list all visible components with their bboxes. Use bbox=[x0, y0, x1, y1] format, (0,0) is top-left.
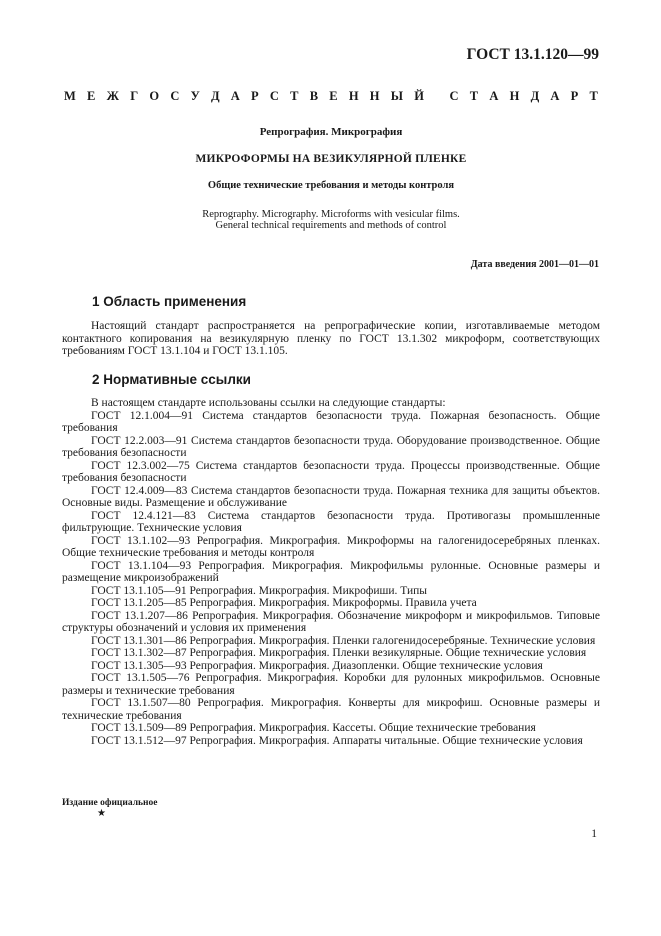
reference-item: ГОСТ 13.1.205—85 Репрография. Микрография. Микроформы. Правила учета bbox=[91, 597, 477, 609]
standard-type-letter: Т bbox=[290, 89, 299, 103]
standard-type-letter bbox=[435, 89, 438, 104]
star-icon: ★ bbox=[97, 808, 106, 819]
reference-item: ГОСТ 13.1.105—91 Репрография. Микрография. Микрофиши. Типы bbox=[91, 584, 428, 597]
standard-type-letter: Ы bbox=[390, 89, 404, 103]
section-2-heading: 2 Нормативные ссылки bbox=[92, 372, 251, 387]
reference-item: В настоящем стандарте использованы ссылки на следующие стандарты: bbox=[91, 397, 446, 409]
standard-type-letter: О bbox=[149, 89, 160, 103]
standard-type-letter: С bbox=[449, 89, 459, 103]
introduction-date: Дата введения 2001—01—01 bbox=[470, 259, 599, 270]
document-subtitle: Общие технические требования и методы контроля bbox=[207, 180, 455, 191]
standard-type-letter: Н bbox=[369, 89, 380, 103]
standard-type-letter: А bbox=[550, 89, 560, 103]
reference-item: ГОСТ 13.1.104—93 Репрография. Микрография. Микрофильмы рулонные. Основные размеры и размещение микроизображений bbox=[62, 559, 600, 584]
reference-item: ГОСТ 12.2.003—91 Система стандартов безопасности труда. Оборудование производственное. Общие требования безопасности bbox=[62, 434, 600, 459]
reference-item: ГОСТ 13.1.505—76 Репрография. Микрография. Коробки для рулонных микрофильмов. Основные размеры и технические требования bbox=[62, 672, 600, 697]
document-number: ГОСТ 13.1.120—99 bbox=[466, 46, 599, 63]
standard-type-letter: Т bbox=[469, 89, 479, 103]
standard-type-letter: Н bbox=[509, 89, 520, 103]
page-number: 1 bbox=[591, 828, 597, 840]
standard-type-letter: Г bbox=[130, 89, 139, 103]
document-title: МИКРОФОРМЫ НА ВЕЗИКУЛЯРНОЙ ПЛЕНКЕ bbox=[195, 153, 467, 165]
reference-item: ГОСТ 12.4.009—83 Система стандартов безопасности труда. Пожарная техника для защиты объектов. Основные виды. Размещение и обслуживание bbox=[62, 484, 600, 509]
reference-item: ГОСТ 12.3.002—75 Система стандартов безопасности труда. Процессы производственные. Общие требования безопасности bbox=[62, 459, 600, 484]
standard-type-letter: Н bbox=[348, 89, 359, 103]
section-1-heading: 1 Область применения bbox=[92, 294, 247, 309]
standard-type-letter: А bbox=[489, 89, 499, 103]
english-title-line-1: Reprography. Micrography. Microforms with vesicular films. bbox=[202, 209, 460, 220]
standard-type-letter: Д bbox=[210, 89, 220, 103]
normative-references-list bbox=[62, 397, 600, 747]
standard-type-letter: М bbox=[64, 89, 76, 103]
standard-type-heading bbox=[64, 89, 598, 104]
standard-type-letter: В bbox=[309, 89, 319, 103]
reference-item: ГОСТ 13.1.509—89 Репрография. Микрография. Кассеты. Общие технические требования bbox=[91, 722, 536, 734]
reference-item: ГОСТ 12.4.121—83 Система стандартов безопасности труда. Противогазы промышленные фильтрующие. Технические условия bbox=[62, 509, 600, 534]
reference-item: ГОСТ 13.1.507—80 Репрография. Микрография. Конверты для микрофиш. Основные размеры и технические требования bbox=[62, 697, 600, 722]
reference-item: ГОСТ 13.1.305—93 Репрография. Микрография. Диазопленки. Общие технические условия bbox=[91, 659, 543, 672]
reference-item: ГОСТ 12.1.004—91 Система стандартов безопасности труда. Пожарная безопасность. Общие требования bbox=[62, 409, 600, 434]
reference-item: ГОСТ 13.1.207—86 Репрография. Микрография. Обозначение микроформ и микрофильмов. Типовые структуры обозначений и условия их применения bbox=[62, 609, 600, 634]
standard-type-letter: Д bbox=[530, 89, 540, 103]
standard-type-letter: У bbox=[190, 89, 200, 103]
standard-type-letter: Т bbox=[589, 89, 598, 103]
reference-item: ГОСТ 13.1.512—97 Репрография. Микрография. Аппараты читальные. Общие технические условия bbox=[91, 734, 583, 747]
standard-type-letter: А bbox=[230, 89, 240, 103]
standard-type-letter: Й bbox=[414, 89, 424, 103]
section-1-paragraph: Настоящий стандарт распространяется на репрографические копии, изготавливаемые методом контактного копирования на везикулярную пленку по ГОСТ 13.1.302 микроформ, соответствующих требованиям ГОСТ 13.1.104 и ГОСТ 13.1.105. bbox=[62, 320, 600, 357]
reference-item: ГОСТ 13.1.302—87 Репрография. Микрография. Пленки везикулярные. Общие технические условия bbox=[91, 647, 587, 659]
section-1-body bbox=[62, 320, 600, 358]
official-edition-label: Издание официальное bbox=[62, 798, 158, 808]
reference-item: ГОСТ 13.1.301—86 Репрография. Микрография. Пленки галогенидосеребряные. Технические условия bbox=[91, 634, 596, 647]
standard-type-letter: С bbox=[170, 89, 180, 103]
subject-line: Репрография. Микрография bbox=[259, 126, 403, 138]
standard-type-letter: Р bbox=[251, 89, 259, 103]
standard-type-letter: Р bbox=[570, 89, 579, 103]
standard-type-letter: С bbox=[269, 89, 279, 103]
standard-type-letter: Е bbox=[329, 89, 338, 103]
english-title-line-2: General technical requirements and methods of control bbox=[215, 220, 447, 231]
reference-item: ГОСТ 13.1.102—93 Репрография. Микрография. Микроформы на галогенидосеребряных пленках. Общие технические требования и методы контроля bbox=[62, 534, 600, 559]
standard-type-letter: Е bbox=[87, 89, 96, 103]
standard-type-letter: Ж bbox=[106, 89, 119, 103]
